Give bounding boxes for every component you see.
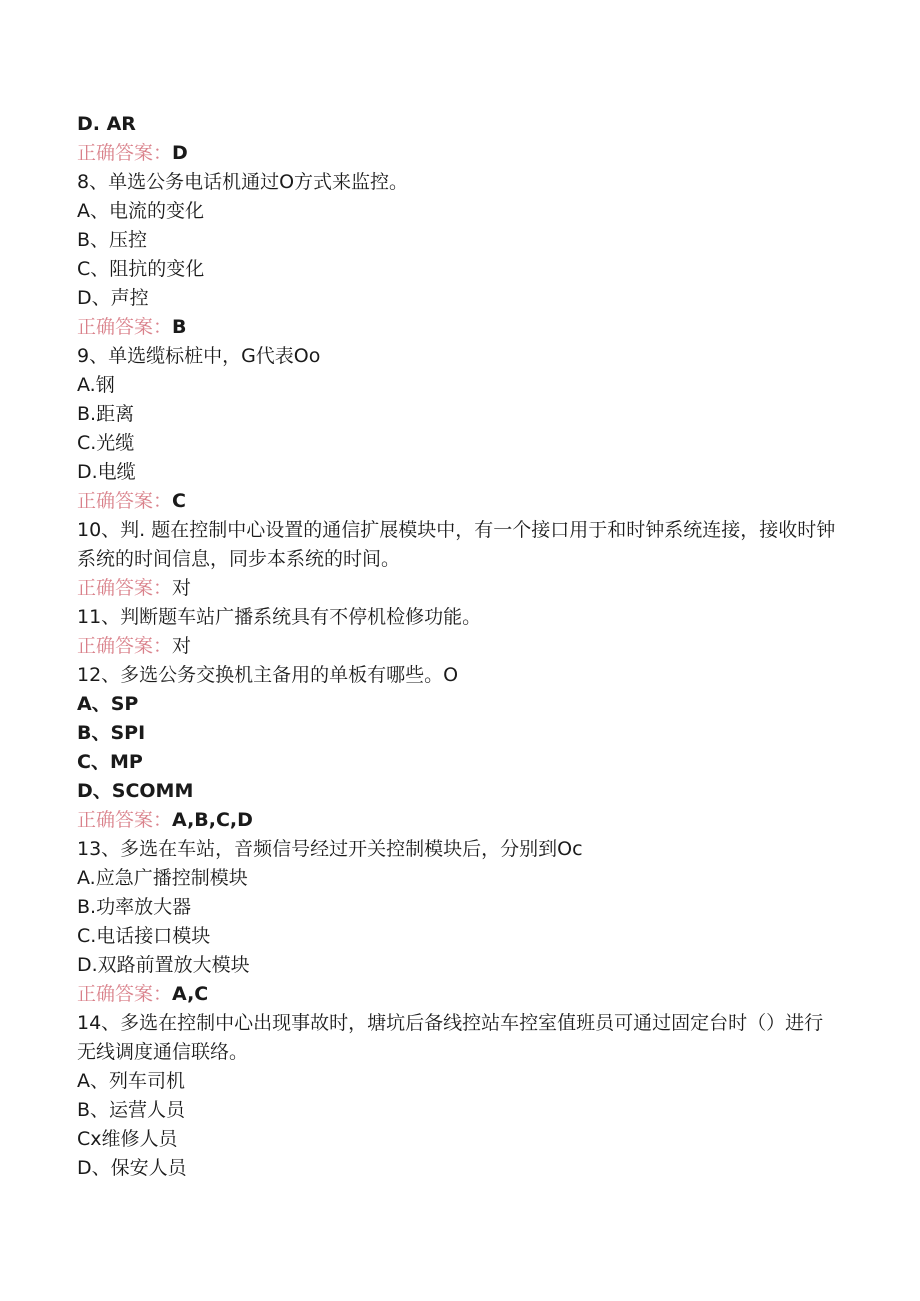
answer-value: A,C	[172, 983, 209, 1005]
answer-label: 正确答案：	[77, 490, 173, 512]
option-line: A、电流的变化	[77, 200, 204, 222]
option-line: A.应急广播控制模块	[77, 867, 248, 889]
answer-label: 正确答案：	[77, 983, 173, 1005]
question-line: 11、判断题车站广播系统具有不停机检修功能。	[77, 606, 482, 628]
option-line: D.电缆	[77, 461, 136, 483]
option-line: B、运营人员	[77, 1099, 186, 1121]
option-line: A、SP	[77, 693, 139, 715]
answer-line	[77, 806, 837, 835]
option-line: D. AR	[77, 113, 136, 135]
answer-value: C	[172, 490, 186, 512]
answer-line	[77, 980, 837, 1009]
answer-value: 对	[172, 577, 192, 599]
option-line: D、声控	[77, 287, 149, 309]
option-line: D、SCOMM	[77, 780, 194, 802]
option-line: A.钢	[77, 374, 115, 396]
answer-line	[77, 574, 837, 603]
document-page	[77, 110, 837, 1183]
answer-label: 正确答案：	[77, 635, 173, 657]
answer-value: B	[172, 316, 187, 338]
answer-line	[77, 487, 837, 516]
option-line: Cx维修人员	[77, 1128, 178, 1150]
option-line: B、压控	[77, 229, 148, 251]
option-line: C.电话接口模块	[77, 925, 211, 947]
option-line: B.距离	[77, 403, 135, 425]
answer-label: 正确答案：	[77, 316, 173, 338]
option-line: C.光缆	[77, 432, 135, 454]
answer-value: D	[172, 142, 188, 164]
option-line: B、SPI	[77, 722, 146, 744]
option-line: B.功率放大器	[77, 896, 192, 918]
answer-label: 正确答案：	[77, 577, 173, 599]
option-line: A、列车司机	[77, 1070, 185, 1092]
option-line: C、阻抗的变化	[77, 258, 205, 280]
answer-label: 正确答案：	[77, 809, 173, 831]
question-line: 12、多选公务交换机主备用的单板有哪些。O	[77, 664, 459, 686]
answer-line	[77, 139, 837, 168]
answer-line	[77, 313, 837, 342]
answer-value: 对	[172, 635, 192, 657]
question-line: 14、多选在控制中心出现事故时，塘坑后备线控站车控室值班员可通过固定台时（）进行无线调度通信联络。	[77, 1012, 824, 1063]
answer-label: 正确答案：	[77, 142, 173, 164]
option-line: D.双路前置放大模块	[77, 954, 250, 976]
answer-line	[77, 632, 837, 661]
option-line: D、保安人员	[77, 1157, 187, 1179]
question-line: 13、多选在车站，音频信号经过开关控制模块后，分别到Oc	[77, 838, 583, 860]
question-line: 8、单选公务电话机通过O方式来监控。	[77, 171, 409, 193]
question-line: 10、判. 题在控制中心设置的通信扩展模块中，有一个接口用于和时钟系统连接，接收时钟系统的时间信息，同步本系统的时间。	[77, 519, 836, 570]
question-line: 9、单选缆标桩中，G代表Oo	[77, 345, 321, 367]
answer-value: A,B,C,D	[172, 809, 253, 831]
option-line: C、MP	[77, 751, 143, 773]
